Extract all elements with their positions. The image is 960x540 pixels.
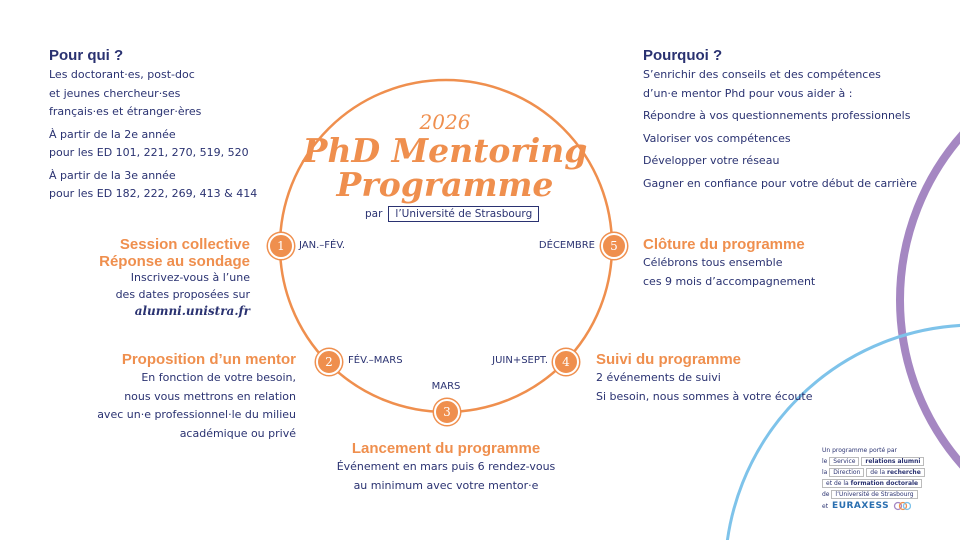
step-5-block xyxy=(643,236,873,291)
step-2-text: académique ou privé xyxy=(179,426,296,440)
byline-par: par xyxy=(365,208,383,220)
step-1-text: des dates proposées sur xyxy=(115,287,250,301)
credits-intro: Un programme porté par xyxy=(822,447,898,454)
credits-block xyxy=(822,445,952,512)
step-1-title: Session collective xyxy=(119,236,250,253)
pour-qui-line: pour les ED 101, 221, 270, 519, 520 xyxy=(49,146,249,159)
pour-qui-line: À partir de la 2e année xyxy=(49,127,176,141)
step-4-block xyxy=(596,351,856,406)
credits-service: Service xyxy=(829,457,859,466)
step-2-date: FÉV.–MARS xyxy=(348,355,403,366)
step-2-text: En fonction de votre besoin, xyxy=(141,371,296,384)
step-1-date: JAN.–FÉV. xyxy=(299,240,346,251)
pour-qui-line: Les doctorant·es, post-doc xyxy=(49,68,195,81)
step-5-text: ces 9 mois d’accompagnement xyxy=(643,274,816,288)
programme-title xyxy=(300,110,590,202)
pour-qui-line: et jeunes chercheur·ses xyxy=(49,86,181,100)
credits-la: la xyxy=(822,469,828,476)
pourquoi-item: Répondre à vos questionnements professionnels xyxy=(643,109,911,122)
credits-et: et xyxy=(822,502,829,510)
pourquoi-heading: Pourquoi ? xyxy=(643,47,723,64)
step-5-title: Clôture du programme xyxy=(643,236,805,253)
step-1-number: 1 xyxy=(268,233,294,259)
title-line-1: PhD Mentoring xyxy=(302,131,588,170)
step-3-text: Événement en mars puis 6 rendez-vous xyxy=(336,460,556,473)
step-1-link[interactable]: alumni.unistra.fr xyxy=(134,304,250,318)
credits-recherche-pre: de la xyxy=(870,469,886,476)
pour-qui-section xyxy=(49,47,309,204)
step-1-block xyxy=(50,236,250,320)
credits-universite: l’Université de Strasbourg xyxy=(831,490,917,499)
step-4-text: 2 événements de suivi xyxy=(596,371,721,384)
step-2-text: nous vous mettrons en relation xyxy=(124,389,296,403)
euraxess-logo: EURAXESS xyxy=(832,500,890,511)
step-5-number: 5 xyxy=(601,233,627,259)
credits-de: de xyxy=(822,491,830,498)
step-4-number: 4 xyxy=(553,349,579,375)
pourquoi-section xyxy=(643,47,943,193)
credits-direction: Direction xyxy=(829,468,864,477)
euraxess-rings-icon xyxy=(893,500,911,512)
step-4-date: JUIN+SEPT. xyxy=(492,355,548,366)
step-5-text: Célébrons tous ensemble xyxy=(643,256,783,269)
pour-qui-line: français·es et étranger·ères xyxy=(49,105,202,118)
step-3-text: au minimum avec votre mentor·e xyxy=(353,478,539,492)
title-year: 2026 xyxy=(419,110,471,134)
pourquoi-intro-line: S’enrichir des conseils et des compétences xyxy=(643,68,881,81)
pour-qui-heading: Pour qui ? xyxy=(49,47,124,64)
pourquoi-item: Développer votre réseau xyxy=(643,154,780,167)
byline-org: l’Université de Strasbourg xyxy=(388,206,539,222)
step-2-block xyxy=(50,351,296,443)
pour-qui-line: pour les ED 182, 222, 269, 413 & 414 xyxy=(49,187,258,200)
step-4-title: Suivi du programme xyxy=(596,351,742,368)
step-2-title: Proposition d’un mentor xyxy=(121,351,296,368)
pour-qui-line: À partir de la 3e année xyxy=(49,168,176,182)
title-line-2: Programme xyxy=(336,165,554,204)
title-byline xyxy=(365,206,539,222)
step-3-date: MARS xyxy=(431,381,461,392)
step-3-block xyxy=(296,440,596,495)
step-1-text: Inscrivez-vous à l’une xyxy=(130,271,250,284)
step-3-title: Lancement du programme xyxy=(351,440,541,457)
step-2-number: 2 xyxy=(316,349,342,375)
pourquoi-item: Gagner en confiance pour votre début de carrière xyxy=(643,176,918,190)
step-5-date: DÉCEMBRE xyxy=(538,240,595,251)
step-2-text: avec un·e professionnel·le du milieu xyxy=(97,408,296,421)
credits-formation-pre: et de la xyxy=(826,480,849,487)
pourquoi-item: Valoriser vos compétences xyxy=(643,131,791,145)
pourquoi-intro-line: d’un·e mentor Phd pour vous aider à : xyxy=(643,86,853,100)
credits-relations: relations alumni xyxy=(861,457,924,466)
credits-le: le xyxy=(822,458,828,465)
credits-formation: formation doctorale xyxy=(850,480,919,487)
credits-recherche: recherche xyxy=(886,469,921,476)
step-4-text: Si besoin, nous sommes à votre écoute xyxy=(596,389,813,403)
step-3-number: 3 xyxy=(434,399,460,425)
step-1-subtitle: Réponse au sondage xyxy=(99,253,250,270)
